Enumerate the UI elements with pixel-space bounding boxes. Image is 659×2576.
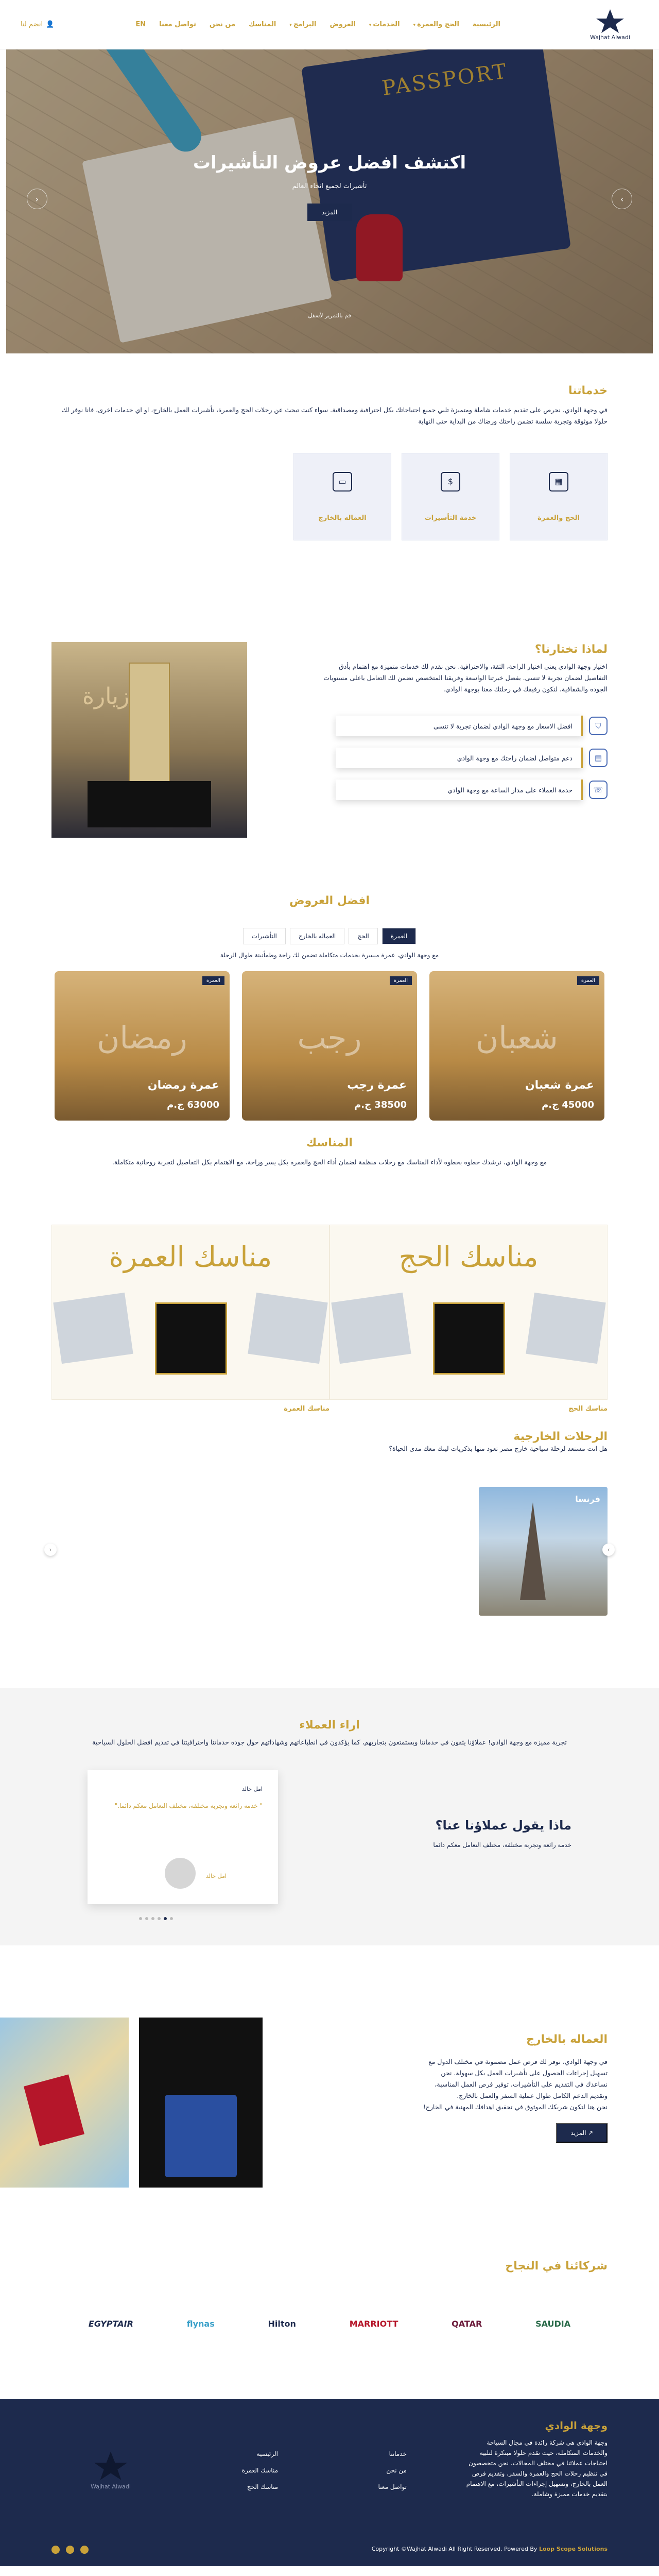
why-us-item	[319, 748, 608, 768]
chevron-down-icon: ▾	[413, 23, 416, 28]
carousel-dot[interactable]	[170, 1917, 173, 1920]
flynas-logo: flynas	[186, 2319, 215, 2329]
testimonials-section	[0, 1688, 659, 1945]
login-link[interactable]	[21, 21, 54, 28]
why-us-image	[51, 642, 247, 838]
trips-title: الرحلات الخارجية	[513, 1430, 608, 1443]
photo-frame-image	[53, 1293, 133, 1364]
nav-item-rituals[interactable]: المناسك	[249, 21, 276, 28]
offers-subtitle: مع وجهة الوادي، عمرة ميسرة بخدمات متكاملة تضمن لك راحة وطمأنينة طوال الرحلة	[220, 952, 439, 959]
site-logo[interactable]	[582, 8, 638, 41]
footer-link[interactable]: الرئيسية	[256, 2450, 278, 2458]
nav-item-label: الخدمات	[373, 21, 400, 28]
why-us-item	[319, 716, 608, 736]
testimonial-card	[88, 1770, 278, 1904]
offer-price: 63000 ج.م	[167, 1099, 219, 1110]
footer-links-1	[378, 2450, 407, 2490]
why-us-item-text: دعم متواصل لضمان راحتك مع وجهة الوادي	[336, 748, 583, 768]
kaaba-image	[88, 781, 211, 827]
hero-content	[6, 152, 653, 221]
why-us-list	[319, 716, 608, 800]
instagram-icon[interactable]	[80, 2546, 89, 2554]
nav-item-offers[interactable]: العروض	[330, 21, 356, 28]
nav-item-hajj-umrah[interactable]	[413, 21, 459, 28]
footer-logo-text: Wajhat Alwadi	[91, 2483, 131, 2490]
offer-calligraphy: رمضان	[97, 1020, 187, 1056]
map-passport-image	[0, 2018, 129, 2188]
facebook-icon[interactable]	[51, 2546, 60, 2554]
footer-text: وجهة الوادي هي شركة رائدة في مجال السياحة والخدمات المتكاملة، حيث نقدم حلولا مبتكرة لتلبية احتياجات عملائنا في مختلف المجالات. نحن متخصصون في تنظيم رحلات الحج والعمرة والسفر، وتقديم فرص العمل بالخارج، وتسهيل إجراءات التأشيرات، مع الاهتمام بتقديم خدمات مميزة وشاملة.	[466, 2439, 608, 2498]
offer-calligraphy: رجب	[297, 1020, 362, 1056]
why-us-item-text: افضل الاسعار مع وجهة الوادي لضمان تجربة لا تنسى	[336, 716, 583, 736]
card-icon: ▤	[589, 749, 608, 767]
footer-logo[interactable]	[82, 2450, 139, 2490]
footer-links-2	[242, 2450, 278, 2490]
footer-title: وجهة الوادي	[545, 2419, 608, 2432]
offer-price: 45000 ج.م	[542, 1099, 594, 1110]
carousel-dots	[139, 1917, 173, 1920]
hero-prev-arrow-icon[interactable]: ‹	[27, 189, 47, 209]
photo-frame-image	[526, 1293, 605, 1364]
scroll-hint[interactable]: قم بالتمرير لأسفل	[308, 312, 351, 319]
passport-image	[24, 2074, 84, 2146]
footer-link[interactable]: خدماتنا	[389, 2450, 407, 2458]
clock-tower-image	[129, 663, 170, 796]
carousel-dot[interactable]	[139, 1917, 142, 1920]
copyright-text: Copyright ©Wajhat Alwadi All Right Reserved. Powered By	[371, 2546, 537, 2552]
why-us-content	[319, 643, 608, 800]
offer-card[interactable]	[242, 971, 417, 1121]
partners-logos	[0, 2319, 659, 2329]
offer-badge: العمرة	[390, 976, 412, 985]
why-us-item	[319, 779, 608, 800]
tab-umrah[interactable]: العمرة	[382, 928, 417, 944]
ritual-calligraphy: مناسك الحج	[398, 1241, 539, 1273]
image-calligraphy: زيارة	[82, 683, 130, 709]
hero-title: اكتشف افضل عروض التأشيرات	[193, 152, 466, 173]
abroad-text: في وجهة الوادي، نوفر لك فرص عمل مضمونة في مختلف الدول مع تسهيل إجراءات الحصول على تأشيرات العمل بكل سهولة. نحن نساعدك في التقديم على التأشيرات، توفير فرص العمل المناسبة، وتقديم الدعم الكامل طوال عملية السفر والعمل بالخارج. نحن هنا لتكون شريكك الموثوق في تحقيق اهدافك المهنية في الخارج!	[423, 2058, 608, 2111]
hilton-logo: Hilton	[268, 2319, 296, 2329]
trip-next-arrow-icon[interactable]: ›	[602, 1544, 615, 1556]
ritual-label: مناسك الحج	[568, 1405, 608, 1413]
nav-item-label: الحج والعمرة	[417, 21, 459, 28]
marriott-logo: MARRIOTT	[349, 2319, 398, 2329]
nav-item-language[interactable]: EN	[135, 21, 146, 28]
service-label: العماله بالخارج	[318, 514, 367, 522]
offer-card[interactable]	[429, 971, 604, 1121]
tab-visas[interactable]: التأشيرات	[243, 928, 286, 944]
why-us-item-text: خدمة العملاء على مدار الساعة مع وجهة الوادي	[336, 779, 583, 800]
rituals-cards	[0, 1225, 659, 1413]
avatar	[165, 1858, 196, 1889]
testimonial-author: امل خالد	[206, 1873, 227, 1879]
abroad-more-button[interactable]	[556, 2123, 608, 2143]
site-footer	[0, 2399, 659, 2566]
partners-section	[0, 2234, 659, 2399]
qatar-logo: QATAR	[452, 2319, 482, 2329]
arrow-icon: ↗	[586, 2129, 593, 2137]
ritual-image	[330, 1225, 608, 1400]
footer-link[interactable]: مناسك العمرة	[241, 2467, 278, 2474]
button-label: المزيد	[570, 2129, 586, 2137]
nav-item-label: البرامج	[293, 21, 317, 28]
service-card-hajj[interactable]	[510, 453, 608, 540]
copyright-brand[interactable]: Loop Scope Solutions	[539, 2546, 608, 2552]
offers-cards	[0, 971, 659, 1121]
service-card-visa[interactable]	[402, 453, 499, 540]
offer-name: عمرة رمضان	[147, 1079, 219, 1092]
hero-subtitle: تأشيرات لجميع انحاء العالم	[292, 182, 367, 190]
copyright	[372, 2546, 608, 2552]
services-text: في وجهة الوادي، نحرص على تقديم خدمات شاملة ومتميزة تلبي جميع احتياجاتك بكل احترافية ومصداقية. سواء كنت تبحث عن رحلات الحج والعمرة، تأشيرات العمل بالخارج، او اي خدمات اخرى، فانا نوفر لك حلولا موثوقة وتجربة سلسة تضمن راحتك ورضاك من البداية حتى النهاية	[62, 406, 608, 425]
ritual-label: مناسك العمرة	[284, 1405, 330, 1413]
site-header	[0, 0, 659, 49]
service-card-labor[interactable]	[293, 453, 391, 540]
carousel-dot[interactable]	[158, 1917, 161, 1920]
carousel-dot[interactable]	[151, 1917, 154, 1920]
abroad-title: العماله بالخارج	[526, 2033, 608, 2046]
trip-prev-arrow-icon[interactable]: ‹	[44, 1544, 57, 1556]
services-section	[0, 353, 659, 585]
logo-text: Wajhat Alwadi	[590, 34, 630, 41]
partners-title: شركائنا في النجاح	[505, 2260, 608, 2273]
support-icon: ☏	[589, 781, 608, 799]
kaaba-icon: ▦	[549, 472, 568, 492]
offers-title: افضل العروض	[289, 894, 370, 907]
nav-item-about[interactable]: من نحن	[209, 21, 236, 28]
ritual-calligraphy: مناسك العمرة	[109, 1241, 272, 1273]
ritual-image	[51, 1225, 330, 1400]
why-us-section	[0, 585, 659, 853]
hero-more-button[interactable]: المزيد	[307, 204, 352, 221]
offers-section	[0, 853, 659, 1131]
testimonials-text: تجربة مميزة مع وجهة الوادي! عملاؤنا يثقون في خدماتنا ويستمتعون بتجاربهم، كما يؤكدون في انطباعاتهم وشهاداتهم حول جودة خدماتنا واحترافيتنا في تقديم افضل الحلول السياحية	[92, 1738, 567, 1746]
user-icon: 👤	[46, 21, 55, 28]
nav-item-home[interactable]: الرئيسية	[472, 21, 500, 28]
passport-text: PASSPORT	[380, 59, 510, 101]
testimonials-title: اراء العملاء	[299, 1719, 360, 1732]
offer-badge: العمرة	[577, 976, 599, 985]
trips-section	[0, 1430, 659, 1688]
eiffel-tower-image	[520, 1502, 546, 1600]
carousel-dot[interactable]	[164, 1917, 167, 1920]
tab-labor[interactable]: العماله بالخارج	[290, 928, 344, 944]
testimonials-heading: ماذا يقول عملاؤنا عنا؟	[435, 1818, 571, 1833]
main-nav	[135, 21, 500, 28]
tab-hajj[interactable]: الحج	[349, 928, 377, 944]
testimonials-subtext: خدمة رائعة وتجربة مختلفة، مختلف التعامل معكم دائما	[433, 1841, 571, 1849]
offer-card[interactable]	[55, 971, 230, 1121]
passports-hand-image	[139, 2018, 263, 2188]
testimonials-intro	[366, 1817, 571, 1849]
testimonial-name: امل خالد	[241, 1786, 263, 1792]
trip-card-france[interactable]	[479, 1487, 608, 1616]
offer-name: عمرة شعبان	[525, 1079, 594, 1092]
trips-text: هل انت مستعد لرحلة سياحية خارج مصر تعود منها بذكريات لينك معك مدى الحياة؟	[389, 1445, 608, 1452]
star-logo-icon	[88, 2450, 134, 2481]
ritual-card-umrah[interactable]	[51, 1225, 330, 1413]
login-label: انضم لنا	[21, 21, 43, 28]
services-cards	[51, 453, 608, 540]
why-us-text: اختيار وجهة الوادي يعني اختيار الراحة، الثقة، والاحترافية. نحن نقدم لك خدمات متميزة مع اهتمام بأدق التفاصيل لضمان تجربة لا تنسى. بفضل خبرتنا الواسعة وفريقنا المتخصص نضمن لك التعامل باعلى مستويات الجودة والشفافية، لنكون رفيقك في رحلتك معنا بوجهة الوادي.	[323, 663, 608, 693]
offers-tabs	[243, 928, 417, 944]
shield-icon: ⛉	[589, 717, 608, 735]
nav-item-contact[interactable]: تواصل معنا	[159, 21, 196, 28]
offer-calligraphy: شعبان	[476, 1020, 558, 1056]
star-logo-icon	[592, 8, 628, 34]
ritual-card-hajj[interactable]	[330, 1225, 608, 1413]
rituals-text: مع وجهة الوادي، نرشدك خطوة بخطوة لأداء المناسك مع رحلات منظمة لضمان أداء الحج والعمرة بكل يسر وراحة، مع الاهتمام بكل التفاصيل لتجربة روحانية متكاملة.	[112, 1158, 547, 1166]
carousel-dot[interactable]	[145, 1917, 148, 1920]
rituals-title: المناسك	[306, 1137, 353, 1149]
service-label: الحج والعمرة	[537, 514, 580, 522]
social-links	[51, 2546, 89, 2554]
services-title: خدماتنا	[568, 384, 608, 397]
hero-next-arrow-icon[interactable]: ›	[612, 189, 632, 209]
abroad-content	[422, 2033, 608, 2143]
kaaba-image	[155, 1302, 227, 1375]
nav-item-programs[interactable]	[289, 21, 316, 28]
offer-badge: العمرة	[202, 976, 224, 985]
photo-frame-image	[248, 1293, 327, 1364]
money-icon: $	[441, 472, 460, 492]
abroad-section	[0, 1945, 659, 2234]
chevron-down-icon: ▾	[369, 23, 372, 28]
trip-name: فرنسا	[575, 1494, 600, 1504]
offer-name: عمرة رجب	[347, 1079, 407, 1092]
id-card-icon: ▭	[333, 472, 352, 492]
service-label: خدمة التأشيرات	[424, 514, 477, 522]
footer-link[interactable]: تواصل معنا	[378, 2483, 407, 2490]
rituals-section	[0, 1131, 659, 1430]
hero-section	[6, 49, 653, 353]
offer-price: 38500 ج.م	[354, 1099, 407, 1110]
saudia-logo: SAUDIA	[535, 2319, 571, 2329]
egyptair-logo: EGYPTAIR	[88, 2319, 133, 2329]
passport-image	[165, 2095, 237, 2177]
footer-link[interactable]: مناسك الحج	[247, 2483, 278, 2490]
x-icon[interactable]	[66, 2546, 74, 2554]
footer-link[interactable]: من نحن	[386, 2467, 407, 2474]
photo-frame-image	[331, 1293, 411, 1364]
nav-item-services[interactable]	[369, 21, 400, 28]
testimonial-quote: " خدمة رائعة وتجربة مختلفة، مختلف التعامل معكم دائما."	[114, 1802, 263, 1809]
kaaba-image	[433, 1302, 505, 1375]
why-us-title: لماذا تختارنا؟	[534, 643, 608, 656]
chevron-down-icon: ▾	[289, 23, 292, 28]
